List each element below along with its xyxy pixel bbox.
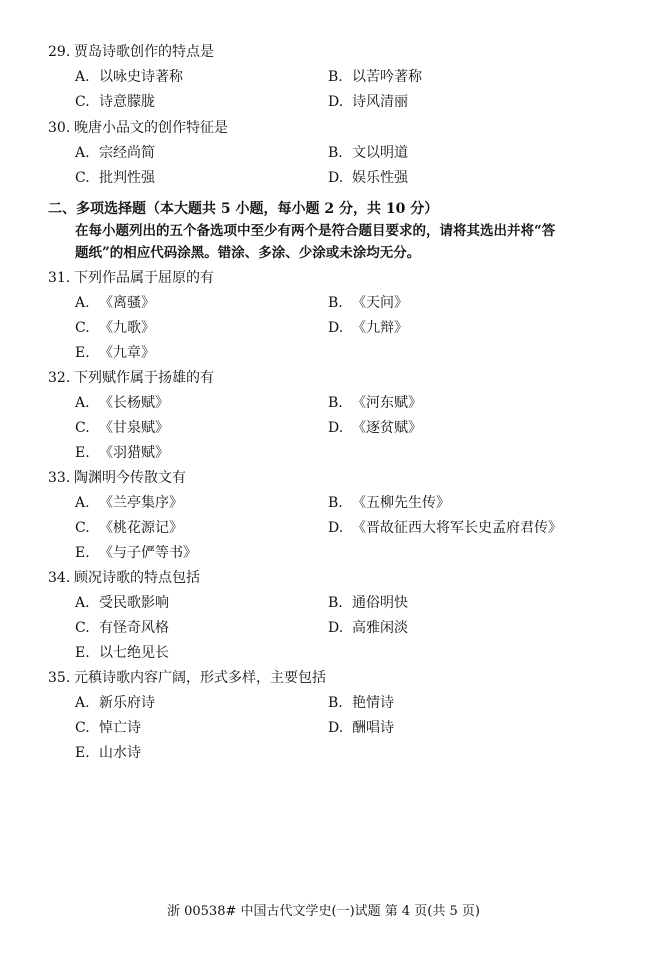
option-letter: E. — [75, 345, 90, 361]
option-31-b — [328, 294, 408, 312]
question-text: 元稹诗歌内容广阔，形式多样，主要包括 — [74, 670, 326, 686]
option-letter: D. — [328, 94, 344, 110]
option-letter: C. — [75, 170, 90, 186]
option-text: 酬唱诗 — [352, 720, 394, 736]
option-letter: C. — [75, 720, 90, 736]
section-instruction-1: 在每小题列出的五个备选项中至少有两个是符合题目要求的，请将其选出并将“答 — [75, 223, 556, 239]
option-text: 以苦吟著称 — [352, 69, 422, 85]
question-text: 下列作品属于屈原的有 — [74, 270, 214, 286]
option-29-c — [75, 93, 155, 111]
option-letter: E. — [75, 645, 90, 661]
option-33-c — [75, 519, 183, 537]
question-number: 35. — [48, 670, 71, 686]
option-text: 《逐贫赋》 — [352, 420, 422, 436]
option-text: 新乐府诗 — [99, 695, 155, 711]
option-letter: A. — [75, 145, 90, 161]
option-text: 宗经尚简 — [99, 145, 155, 161]
option-letter: A. — [75, 69, 90, 85]
question-31 — [48, 269, 214, 287]
question-32 — [48, 369, 214, 387]
option-letter: C. — [75, 620, 90, 636]
option-30-b — [328, 144, 408, 162]
option-letter: A. — [75, 595, 90, 611]
question-number: 34. — [48, 570, 71, 586]
option-letter: B. — [328, 595, 343, 611]
option-text: 《天问》 — [352, 295, 408, 311]
option-letter: C. — [75, 94, 90, 110]
option-letter: E. — [75, 745, 90, 761]
option-text: 批判性强 — [99, 170, 155, 186]
page-footer: 浙 00538# 中国古代文学史(一)试题 第 4 页(共 5 页) — [166, 904, 480, 919]
option-letter: D. — [328, 320, 344, 336]
question-number: 31. — [48, 270, 71, 286]
option-31-d — [328, 319, 408, 337]
option-text: 娱乐性强 — [352, 170, 408, 186]
option-30-d — [328, 169, 408, 187]
question-33 — [48, 469, 186, 487]
option-letter: B. — [328, 69, 343, 85]
option-letter: C. — [75, 320, 90, 336]
option-35-c — [75, 719, 141, 737]
option-text: 《晋故征西大将军长史孟府君传》 — [352, 520, 562, 536]
question-number: 29. — [48, 44, 71, 60]
option-letter: D. — [328, 620, 344, 636]
option-31-c — [75, 319, 155, 337]
option-text: 《与子俨等书》 — [99, 545, 197, 561]
option-text: 以七绝见长 — [99, 645, 169, 661]
option-letter: C. — [75, 420, 90, 436]
option-text: 高雅闲淡 — [352, 620, 408, 636]
option-34-a — [75, 594, 169, 612]
option-text: 《河东赋》 — [352, 395, 422, 411]
option-34-e — [75, 644, 169, 662]
option-text: 诗风清丽 — [352, 94, 408, 110]
question-text: 陶渊明今传散文有 — [74, 470, 186, 486]
option-34-c — [75, 619, 169, 637]
option-35-b — [328, 694, 394, 712]
question-text: 下列赋作属于扬雄的有 — [74, 370, 214, 386]
option-text: 山水诗 — [99, 745, 141, 761]
option-text: 艳情诗 — [352, 695, 394, 711]
question-number: 33. — [48, 470, 71, 486]
option-32-d — [328, 419, 422, 437]
option-32-b — [328, 394, 422, 412]
option-letter: B. — [328, 495, 343, 511]
question-text: 顾况诗歌的特点包括 — [74, 570, 200, 586]
option-letter: A. — [75, 395, 90, 411]
question-number: 30. — [48, 120, 71, 136]
option-letter: A. — [75, 295, 90, 311]
option-32-c — [75, 419, 169, 437]
option-29-b — [328, 68, 422, 86]
section-heading: 二、多项选择题（本大题共 5 小题，每小题 2 分，共 10 分） — [48, 201, 439, 217]
option-text: 《桃花源记》 — [99, 520, 183, 536]
option-letter: A. — [75, 495, 90, 511]
option-33-a — [75, 494, 183, 512]
option-text: 有怪奇风格 — [99, 620, 169, 636]
option-text: 《兰亭集序》 — [99, 495, 183, 511]
option-letter: C. — [75, 520, 90, 536]
option-text: 悼亡诗 — [99, 720, 141, 736]
option-text: 《离骚》 — [99, 295, 155, 311]
option-text: 《羽猎赋》 — [99, 445, 169, 461]
option-letter: B. — [328, 145, 343, 161]
option-letter: B. — [328, 295, 343, 311]
option-35-d — [328, 719, 394, 737]
option-letter: B. — [328, 395, 343, 411]
option-letter: B. — [328, 695, 343, 711]
question-text: 贾岛诗歌创作的特点是 — [74, 44, 214, 60]
option-text: 《九辩》 — [352, 320, 408, 336]
option-text: 以咏史诗著称 — [99, 69, 183, 85]
option-32-a — [75, 394, 169, 412]
option-29-a — [75, 68, 183, 86]
option-29-d — [328, 93, 408, 111]
option-30-a — [75, 144, 155, 162]
question-35 — [48, 669, 326, 687]
option-text: 《甘泉赋》 — [99, 420, 169, 436]
question-number: 32. — [48, 370, 71, 386]
question-text: 晚唐小品文的创作特征是 — [74, 120, 228, 136]
option-letter: D. — [328, 170, 344, 186]
option-text: 文以明道 — [352, 145, 408, 161]
option-31-e — [75, 344, 155, 362]
option-text: 《九歌》 — [99, 320, 155, 336]
option-letter: E. — [75, 445, 90, 461]
option-33-b — [328, 494, 450, 512]
option-letter: D. — [328, 720, 344, 736]
option-33-e — [75, 544, 197, 562]
option-text: 受民歌影响 — [99, 595, 169, 611]
question-34 — [48, 569, 200, 587]
section-instruction-2: 题纸”的相应代码涂黑。错涂、多涂、少涂或未涂均无分。 — [75, 245, 421, 261]
option-letter: D. — [328, 420, 344, 436]
option-35-a — [75, 694, 155, 712]
option-letter: E. — [75, 545, 90, 561]
option-text: 《九章》 — [99, 345, 155, 361]
question-29 — [48, 43, 214, 61]
option-34-b — [328, 594, 408, 612]
option-35-e — [75, 744, 141, 762]
option-34-d — [328, 619, 408, 637]
option-30-c — [75, 169, 155, 187]
option-letter: A. — [75, 695, 90, 711]
option-33-d — [328, 519, 562, 537]
option-text: 通俗明快 — [352, 595, 408, 611]
option-text: 《五柳先生传》 — [352, 495, 450, 511]
option-text: 诗意朦胧 — [99, 94, 155, 110]
option-letter: D. — [328, 520, 344, 536]
question-30 — [48, 119, 228, 137]
option-text: 《长杨赋》 — [99, 395, 169, 411]
option-31-a — [75, 294, 155, 312]
option-32-e — [75, 444, 169, 462]
